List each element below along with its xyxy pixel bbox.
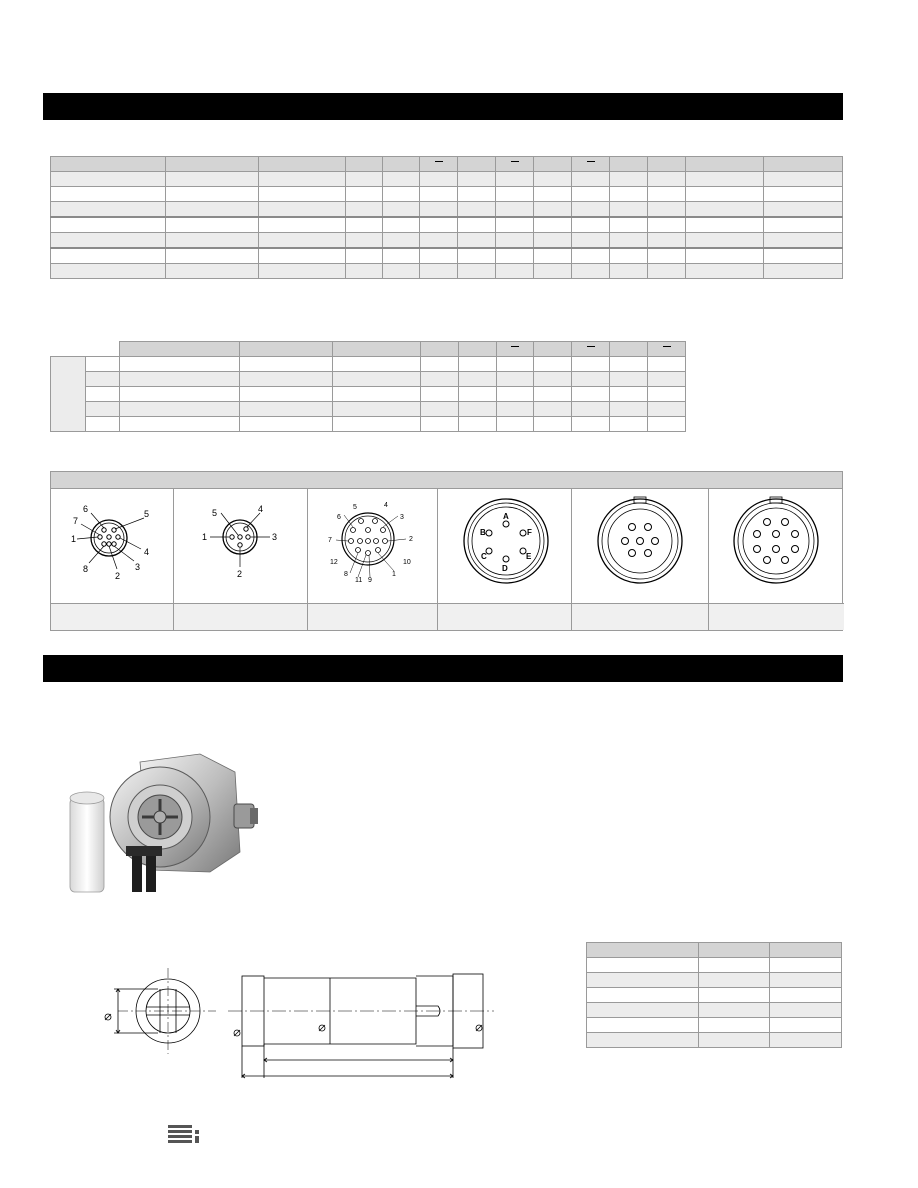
pin-label: 3: [272, 532, 278, 542]
connector-caption: [572, 603, 709, 630]
front-view-drawing: [100, 968, 220, 1058]
pin-label: 11: [355, 577, 363, 584]
connector-ms-10pin: [709, 489, 844, 603]
pin-label: 4: [258, 504, 264, 514]
spec-table-2-header: [51, 342, 686, 357]
pin-label: D: [502, 564, 508, 573]
pin-label: 7: [328, 537, 332, 544]
connector-ms-7pin: [572, 489, 709, 603]
ms-10pin-diagram: [709, 489, 843, 602]
encoder-product-photo: [60, 742, 260, 898]
pin-label: 8: [83, 564, 89, 574]
table-row: [51, 217, 843, 233]
table-row: [51, 248, 843, 264]
connector-m12-5pin: [174, 489, 308, 603]
table-row: [587, 1003, 842, 1018]
pin-label: 5: [353, 504, 357, 511]
pin-label: F: [527, 528, 532, 537]
connector-ms-6pin: [438, 489, 572, 603]
table-row: [51, 264, 843, 279]
table-row: [51, 402, 686, 417]
spec-table-1: [50, 156, 843, 279]
pin-label: C: [481, 552, 487, 561]
side-view-drawing: [228, 972, 496, 1084]
pin-label: B: [480, 528, 486, 537]
stacked-lines-logo-icon: [168, 1125, 200, 1143]
ms-6pin-diagram: [438, 489, 571, 602]
m23-12pin-diagram: [308, 489, 437, 602]
pin-label: 8: [344, 571, 348, 578]
section-bar-bottom: [43, 655, 843, 682]
table-row: [51, 417, 686, 432]
pin-label: 9: [368, 577, 372, 584]
pin-label: 1: [392, 571, 396, 578]
connector-caption: [51, 603, 174, 630]
pin-label: E: [526, 552, 532, 561]
pin-label: 2: [409, 536, 413, 543]
connector-m23-12pin: [308, 489, 438, 603]
connector-caption: [438, 603, 572, 630]
pin-label: 2: [237, 569, 243, 579]
table-row: [587, 958, 842, 973]
connector-caption: [308, 603, 438, 630]
connector-m12-8pin: [51, 489, 174, 603]
pin-label: A: [503, 512, 509, 521]
pin-label: 1: [71, 534, 77, 544]
pin-label: 1: [202, 532, 208, 542]
table-row: [51, 233, 843, 249]
pin-label: 5: [144, 509, 150, 519]
pin-label: 5: [212, 508, 218, 518]
pin-label: 2: [115, 571, 121, 581]
dimension-table-header: [587, 943, 842, 958]
connector-caption: [174, 603, 308, 630]
pin-label: 3: [400, 514, 404, 521]
pin-label: 4: [144, 547, 150, 557]
pin-label: 3: [135, 562, 141, 572]
table-row: [51, 387, 686, 402]
pin-label: 6: [337, 514, 341, 521]
spec-table-2: [50, 341, 686, 432]
table-row: [51, 172, 843, 187]
pin-label: 6: [83, 504, 89, 514]
ms-7pin-diagram: [572, 489, 708, 602]
table-row: [587, 973, 842, 988]
table-row: [587, 1018, 842, 1033]
table-row: [51, 187, 843, 202]
table-row: [587, 1033, 842, 1048]
dimension-table: [586, 942, 842, 1048]
table-row: [51, 202, 843, 218]
pin-label: 10: [403, 559, 411, 566]
table-row: [51, 372, 686, 387]
section-bar-top: [43, 93, 843, 120]
pin-label: 12: [330, 559, 338, 566]
connector-panel-header: [51, 472, 842, 489]
m12-8pin-diagram: [51, 489, 173, 602]
spec-table-1-header: [51, 157, 843, 172]
pin-label: 4: [384, 502, 388, 509]
connector-panel: [50, 471, 843, 631]
pin-label: 7: [73, 516, 79, 526]
table-row: [51, 357, 686, 372]
m12-5pin-diagram: [174, 489, 307, 602]
connector-caption: [709, 603, 844, 630]
table-row: [587, 988, 842, 1003]
